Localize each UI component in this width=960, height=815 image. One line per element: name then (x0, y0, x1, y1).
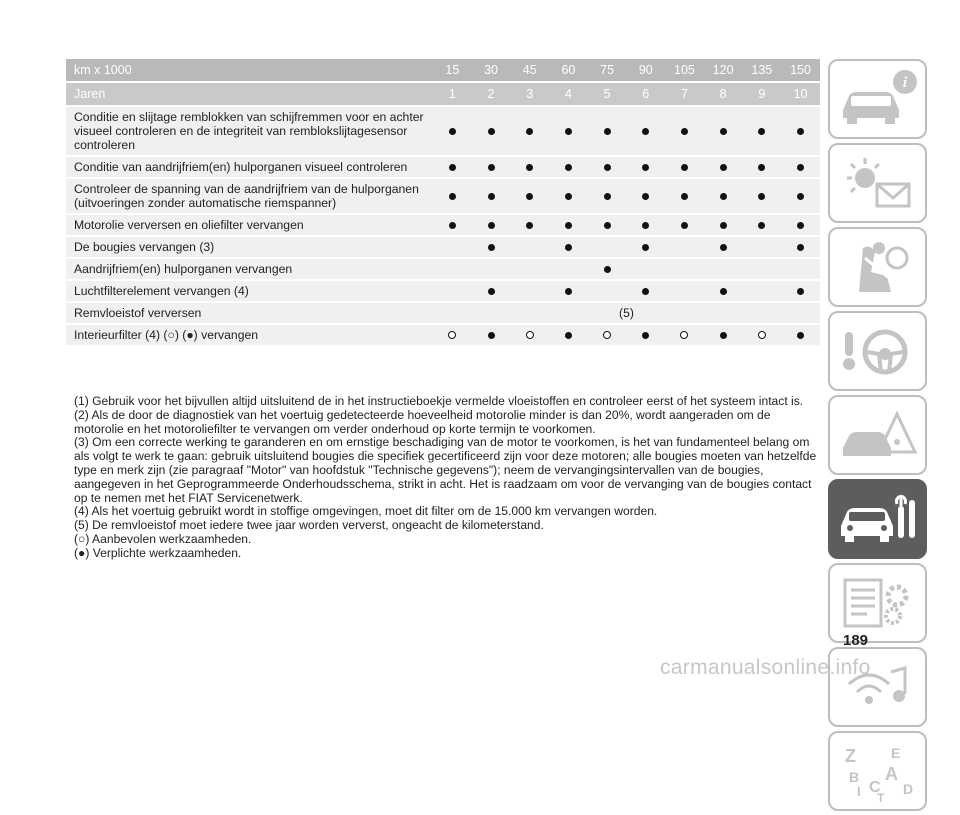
tab-index[interactable] (828, 731, 927, 811)
filled-dot-icon (720, 193, 727, 200)
filled-dot-icon (488, 128, 495, 135)
filled-dot-icon (488, 244, 495, 251)
tab-car-info[interactable] (828, 59, 927, 139)
mandatory-dot (549, 240, 588, 254)
footnotes (74, 395, 820, 561)
year-value: 7 (680, 87, 688, 101)
km-value: 60 (561, 63, 576, 77)
open-dot-icon (526, 331, 534, 339)
mandatory-dot (665, 160, 704, 174)
filled-dot-icon (642, 288, 649, 295)
index-letters-icon (835, 738, 921, 804)
filled-dot-icon (797, 193, 804, 200)
mandatory-dot (704, 240, 743, 254)
filled-dot-icon (526, 128, 533, 135)
filled-dot-icon (604, 193, 611, 200)
filled-dot-icon (488, 332, 495, 339)
filled-dot-icon (797, 164, 804, 171)
year-value: 3 (526, 87, 534, 101)
mandatory-dot (433, 189, 472, 203)
filled-dot-icon (526, 164, 533, 171)
mandatory-dot (665, 124, 704, 138)
mandatory-dot (781, 218, 820, 232)
filled-dot-icon (488, 222, 495, 229)
mandatory-dot (743, 218, 782, 232)
chapter-sidebar (828, 59, 927, 815)
filled-dot-icon (642, 193, 649, 200)
filled-dot-icon (565, 332, 572, 339)
filled-dot-icon (565, 193, 572, 200)
span-cell: (5) (619, 306, 634, 320)
year-value: 5 (603, 87, 611, 101)
mandatory-dot (433, 218, 472, 232)
mandatory-dot (626, 189, 665, 203)
recommended-dot (510, 328, 549, 342)
mandatory-dot (549, 124, 588, 138)
mandatory-dot (704, 160, 743, 174)
filled-dot-icon (449, 164, 456, 171)
km-value: 45 (522, 63, 537, 77)
open-dot-icon (758, 331, 766, 339)
airbag-seat-icon (835, 234, 921, 300)
year-value: 4 (564, 87, 572, 101)
filled-dot-icon (565, 244, 572, 251)
mandatory-dot (433, 160, 472, 174)
filled-dot-icon (797, 244, 804, 251)
row-label: Motorolie verversen en oliefilter vervangen (74, 218, 304, 232)
recommended-dot (433, 328, 472, 342)
mandatory-dot (588, 124, 627, 138)
filled-dot-icon (720, 244, 727, 251)
mandatory-dot (781, 240, 820, 254)
years-header-label: Jaren (74, 87, 106, 101)
svg-text:I: I (856, 784, 861, 799)
mandatory-dot (588, 189, 627, 203)
filled-dot-icon (681, 222, 688, 229)
row-label: Controleer de spanning van de aandrijfriem van de hulporganen (uitvoeringen zonder automatische riemspanner) (74, 182, 419, 210)
mandatory-dot (472, 124, 511, 138)
mandatory-dot (549, 328, 588, 342)
mandatory-dot (626, 124, 665, 138)
row-label: Interieurfilter (4) (○) (●) vervangen (74, 328, 259, 342)
mandatory-dot (549, 189, 588, 203)
table-row (66, 257, 820, 279)
filled-dot-icon (642, 244, 649, 251)
filled-dot-icon (449, 193, 456, 200)
filled-dot-icon (720, 164, 727, 171)
mandatory-dot (549, 218, 588, 232)
filled-dot-icon (565, 128, 572, 135)
filled-dot-icon (797, 222, 804, 229)
mandatory-dot (588, 262, 627, 276)
km-value: 120 (712, 63, 734, 77)
year-value: 10 (793, 87, 808, 101)
filled-dot-icon (449, 222, 456, 229)
row-label: Remvloeistof verversen (74, 306, 202, 320)
filled-dot-icon (642, 332, 649, 339)
technical-data-icon (835, 570, 921, 636)
open-dot-icon (680, 331, 688, 339)
table-row (66, 177, 820, 213)
filled-dot-icon (642, 164, 649, 171)
mandatory-dot (588, 218, 627, 232)
svg-text:D: D (902, 781, 913, 797)
mandatory-dot (472, 218, 511, 232)
filled-dot-icon (488, 288, 495, 295)
recommended-dot (588, 328, 627, 342)
filled-dot-icon (681, 164, 688, 171)
row-label: Conditie van aandrijfriem(en) hulporganen visueel controleren (74, 160, 408, 174)
mandatory-dot (781, 124, 820, 138)
filled-dot-icon (720, 128, 727, 135)
filled-dot-icon (720, 222, 727, 229)
km-value: 150 (790, 63, 811, 77)
emergency-icon (835, 402, 921, 468)
mandatory-dot (588, 160, 627, 174)
watermark: carmanualsonline.info (660, 656, 871, 679)
filled-dot-icon (526, 193, 533, 200)
mandatory-dot (704, 218, 743, 232)
mandatory-dot (626, 218, 665, 232)
filled-dot-icon (604, 222, 611, 229)
svg-text:i: i (902, 75, 907, 91)
year-value: 6 (642, 87, 650, 101)
year-value: 1 (448, 87, 456, 101)
year-value: 8 (719, 87, 727, 101)
year-value: 2 (487, 87, 495, 101)
footnote: (2) Als de door de diagnostiek van het voertuig gedetecteerde hoeveelheid motorolie minder is dan 20%, wordt aangeraden om de motorolie en het motoroliefilter te vervangen om verder onderhoud op korte termijn te voorkomen. (74, 407, 771, 436)
km-header-label: km x 1000 (74, 63, 132, 77)
mandatory-dot (743, 189, 782, 203)
filled-dot-icon (681, 193, 688, 200)
mandatory-dot (433, 124, 472, 138)
row-label: Luchtfilterelement vervangen (4) (74, 284, 249, 298)
tab-emergency[interactable] (828, 395, 927, 475)
km-value: 90 (638, 63, 653, 77)
svg-text:Z: Z (844, 746, 856, 766)
svg-text:E: E (890, 745, 900, 761)
mandatory-dot (626, 284, 665, 298)
tab-warning-lights[interactable] (828, 143, 927, 223)
filled-dot-icon (449, 128, 456, 135)
mandatory-dot (743, 160, 782, 174)
mandatory-dot (472, 284, 511, 298)
row-label: Aandrijfriem(en) hulporganen vervangen (74, 262, 293, 276)
km-value: 105 (674, 63, 695, 77)
mandatory-dot (704, 328, 743, 342)
mandatory-dot (472, 328, 511, 342)
mandatory-dot (704, 189, 743, 203)
table-row (66, 301, 820, 323)
years-header-row (66, 83, 820, 105)
year-value: 9 (758, 87, 766, 101)
svg-text:C: C (868, 779, 881, 796)
footnote: (1) Gebruik voor het bijvullen altijd uitsluitend de in het instructieboekje vermelde vloeistoffen en controleer eerst of het systeem intact is. (74, 394, 804, 408)
filled-dot-icon (604, 128, 611, 135)
filled-dot-icon (681, 128, 688, 135)
mandatory-dot (549, 160, 588, 174)
filled-dot-icon (488, 193, 495, 200)
filled-dot-icon (758, 222, 765, 229)
filled-dot-icon (797, 332, 804, 339)
filled-dot-icon (720, 332, 727, 339)
open-dot-icon (603, 331, 611, 339)
filled-dot-icon (758, 128, 765, 135)
filled-dot-icon (488, 164, 495, 171)
table-row (66, 279, 820, 301)
filled-dot-icon (758, 164, 765, 171)
tab-starting-driving[interactable] (828, 311, 927, 391)
svg-text:T: T (876, 791, 884, 804)
mandatory-dot (704, 284, 743, 298)
mandatory-dot (781, 189, 820, 203)
filled-dot-icon (604, 164, 611, 171)
mandatory-dot (665, 189, 704, 203)
mandatory-dot (510, 160, 549, 174)
svg-text:B: B (848, 769, 859, 785)
mandatory-dot (626, 240, 665, 254)
mandatory-dot (781, 160, 820, 174)
mandatory-dot (704, 124, 743, 138)
filled-dot-icon (565, 222, 572, 229)
table-row (66, 235, 820, 257)
mandatory-dot (743, 124, 782, 138)
table-body (66, 105, 820, 345)
mandatory-dot (665, 218, 704, 232)
filled-dot-icon (526, 222, 533, 229)
mandatory-dot (781, 284, 820, 298)
mandatory-dot (472, 160, 511, 174)
mandatory-dot (626, 160, 665, 174)
footnote: (4) Als het voertuig gebruikt wordt in stoffige omgevingen, moet dit filter om de 15.000 km vervangen worden. (74, 504, 658, 519)
mandatory-dot (781, 328, 820, 342)
mandatory-dot (549, 284, 588, 298)
footnote: (○) Aanbevolen werkzaamheden. (74, 531, 252, 546)
mandatory-dot (472, 240, 511, 254)
car-info-icon (835, 66, 921, 132)
km-value: 135 (751, 63, 773, 77)
page-number: 189 (843, 632, 869, 649)
svg-text:A: A (884, 764, 898, 784)
footnote: (5) De remvloeistof moet iedere twee jaar worden ververst, ongeacht de kilometerstand. (74, 518, 544, 533)
table-row (66, 105, 820, 155)
recommended-dot (665, 328, 704, 342)
mandatory-dot (510, 124, 549, 138)
tab-technical-data[interactable] (828, 563, 927, 643)
table-row (66, 323, 820, 345)
tab-maintenance[interactable] (828, 479, 927, 559)
car-wrench-icon (835, 486, 921, 552)
mandatory-dot (510, 218, 549, 232)
row-label: Conditie en slijtage remblokken van schijfremmen voor en achter visueel controleren en de integriteit van remblokslijtagesensor controleren (74, 110, 424, 152)
warning-lights-icon (835, 150, 921, 216)
filled-dot-icon (758, 193, 765, 200)
filled-dot-icon (565, 288, 572, 295)
filled-dot-icon (797, 288, 804, 295)
open-dot-icon (448, 331, 456, 339)
mandatory-dot (626, 328, 665, 342)
km-value: 75 (600, 63, 615, 77)
filled-dot-icon (720, 288, 727, 295)
tab-safety[interactable] (828, 227, 927, 307)
footnote: (3) Om een correcte werking te garanderen en om ernstige beschadiging van de motor te voorkomen, is het van fundamenteel belang om als volgt te werk te gaan: gebruik uitsluitend bougies die specifiek gecertificeerd zijn voor deze motoren; alle bougies moeten van hetzelfde type en merk zijn (zie paragraaf "Motor" van hoofdstuk "Technische gegevens"); neem de vervangingsintervallen van de bougies, aangegeven in het Geprogrammeerde Onderhoudsschema, strikt in acht. Het is raadzaam om voor de vervanging van de bougies contact op te nemen met het FIAT Servicenetwerk. (74, 435, 817, 505)
mandatory-dot (472, 189, 511, 203)
filled-dot-icon (565, 164, 572, 171)
table-row (66, 213, 820, 235)
table-row (66, 155, 820, 177)
filled-dot-icon (642, 222, 649, 229)
mandatory-dot (510, 189, 549, 203)
maintenance-table (66, 59, 820, 345)
filled-dot-icon (642, 128, 649, 135)
filled-dot-icon (604, 266, 611, 273)
recommended-dot (743, 328, 782, 342)
km-value: 15 (445, 63, 460, 77)
footnote: (●) Verplichte werkzaamheden. (74, 545, 242, 560)
km-header-row (66, 59, 820, 81)
filled-dot-icon (797, 128, 804, 135)
row-label: De bougies vervangen (3) (74, 240, 215, 254)
steering-wheel-key-icon (835, 318, 921, 384)
km-value: 30 (484, 63, 498, 77)
